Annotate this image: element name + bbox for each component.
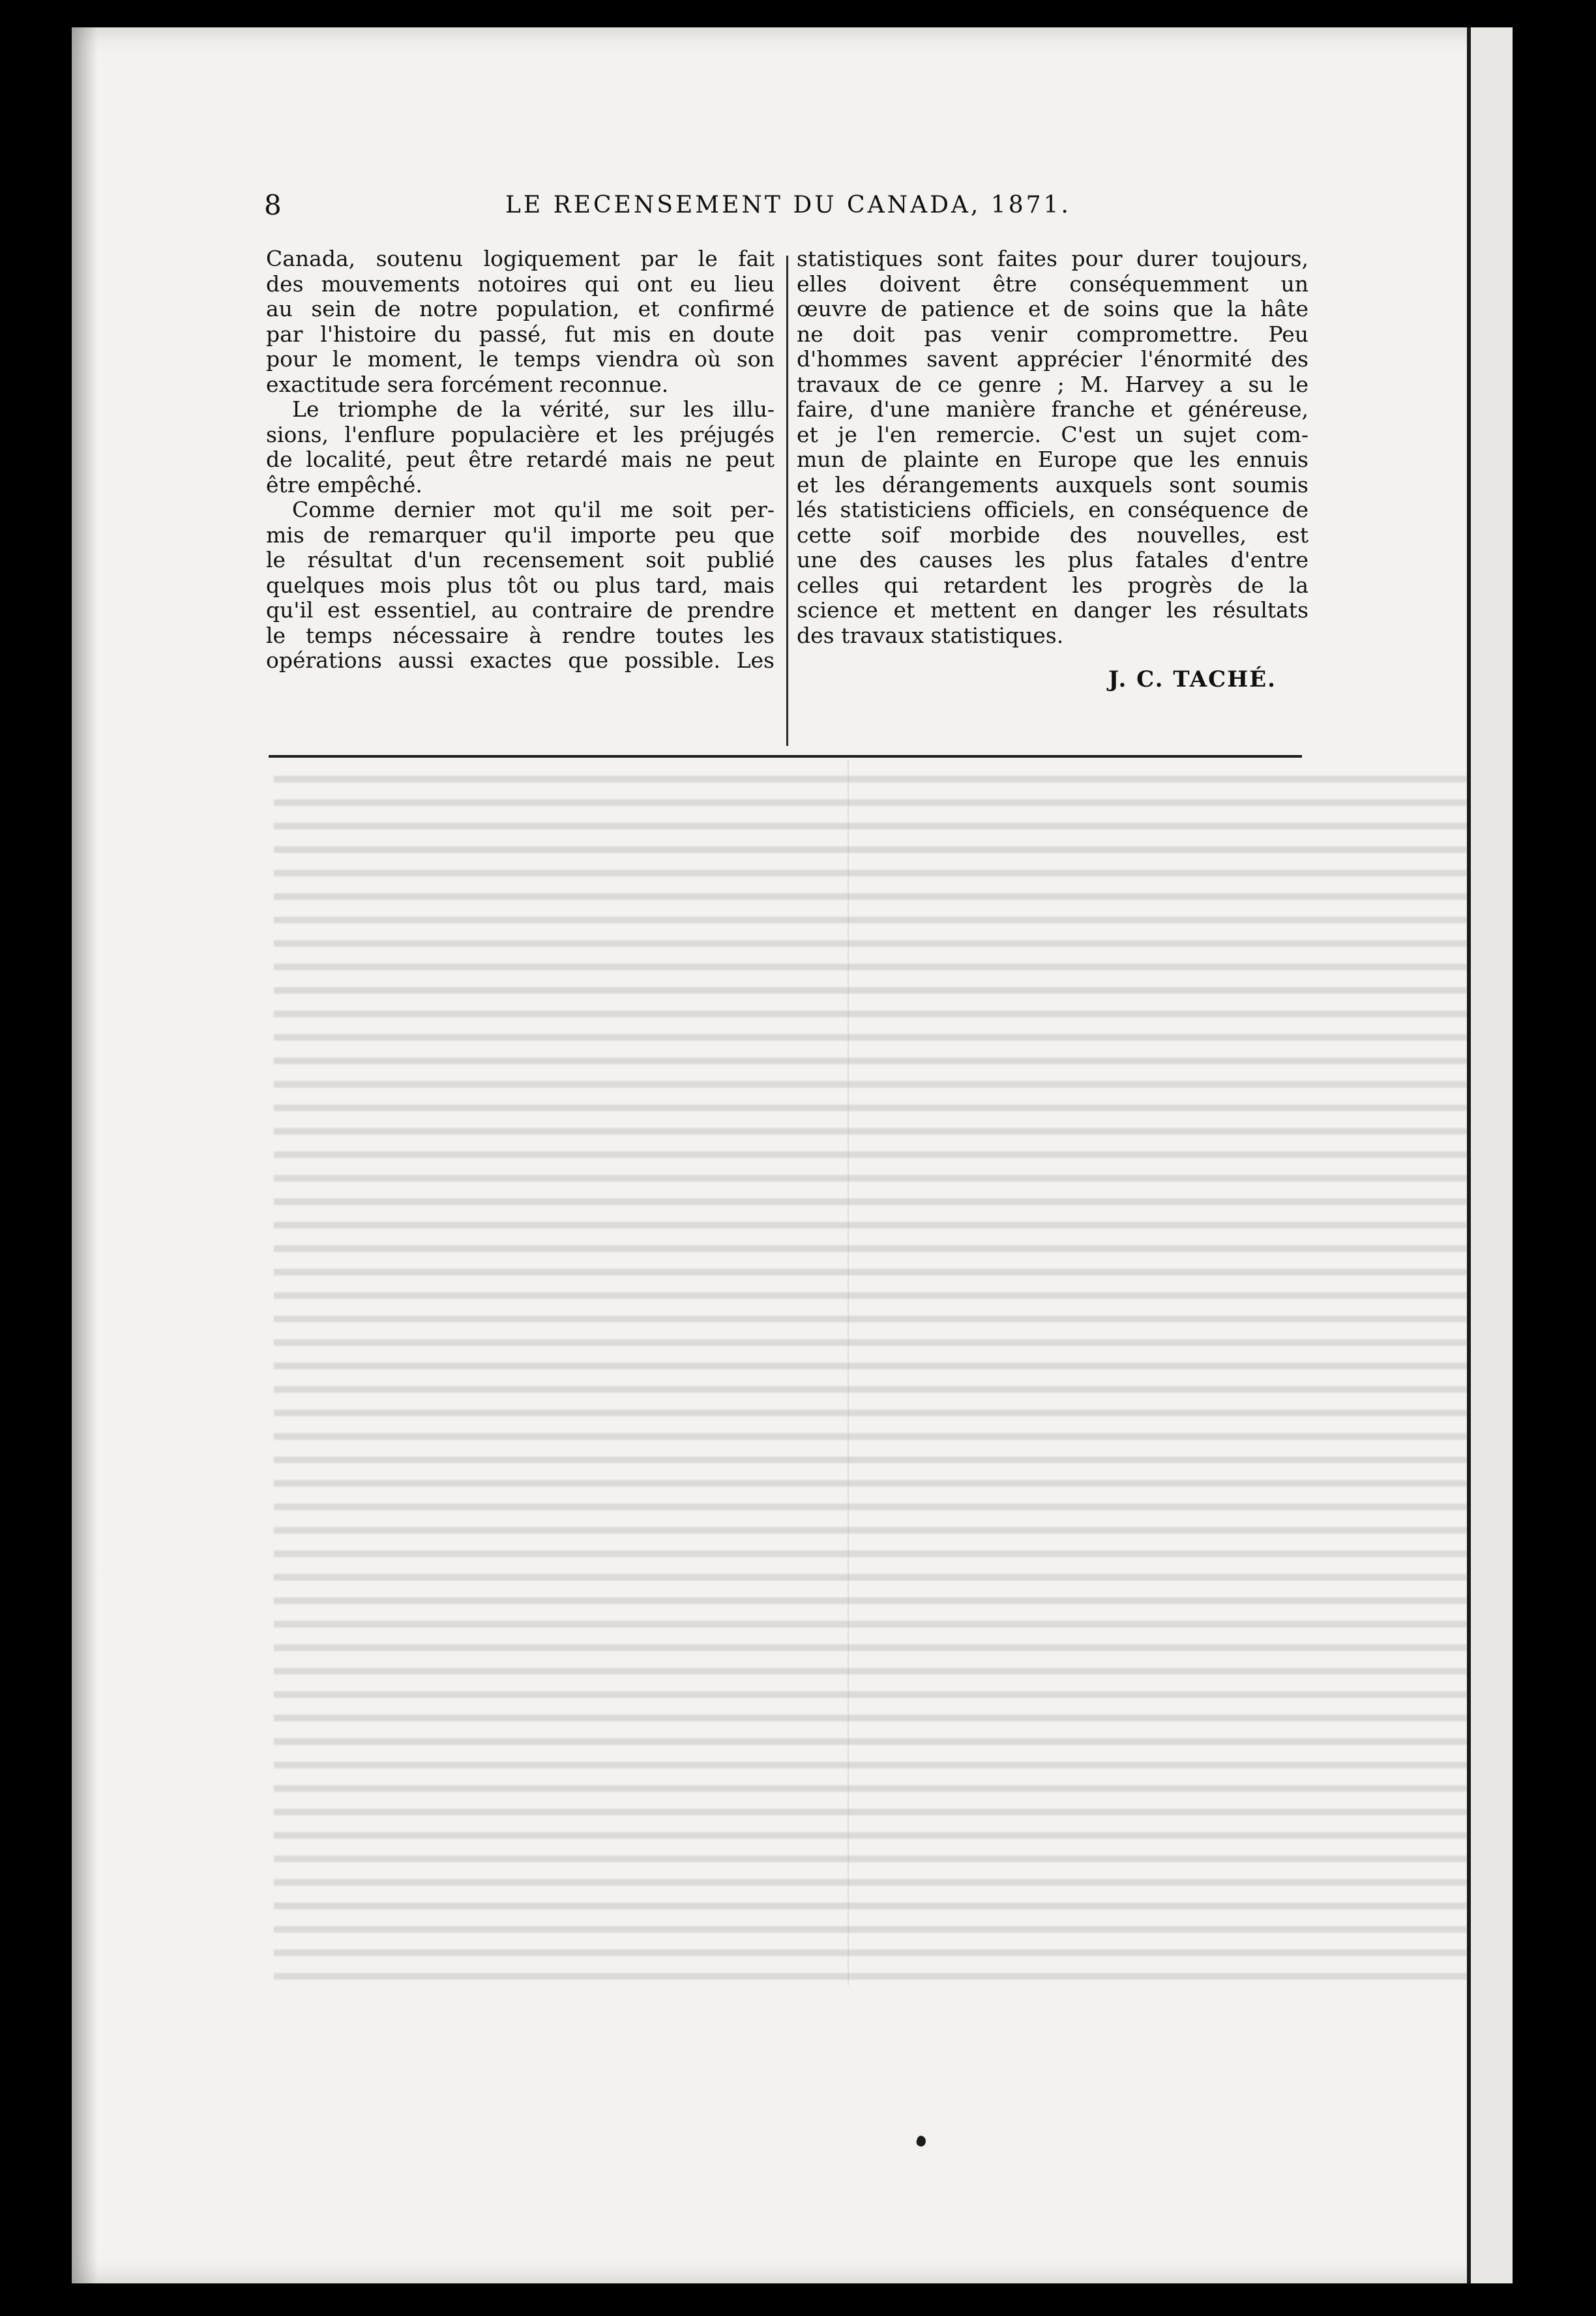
text-line: statistiques sont faites pour durer toujours, bbox=[797, 246, 1308, 271]
text-line: ne doit pas venir compromettre. Peu bbox=[797, 321, 1308, 347]
page-gutter-shadow bbox=[72, 27, 98, 2283]
text-line: être empêché. bbox=[266, 472, 422, 497]
column-divider bbox=[786, 256, 788, 746]
text-line: Canada, soutenu logiquement par le fait bbox=[266, 246, 775, 271]
right-column bbox=[797, 246, 1308, 648]
author-signature: J. C. TACHÉ. bbox=[1108, 666, 1277, 692]
text-line: et les dérangements auxquels sont soumis bbox=[797, 472, 1308, 497]
text-line: pour le moment, le temps viendra où son bbox=[266, 347, 775, 372]
section-end-rule bbox=[269, 755, 1302, 758]
page-title: LE RECENSEMENT DU CANADA, 1871. bbox=[505, 192, 1071, 218]
text-line: d'hommes savent apprécier l'énormité des bbox=[797, 347, 1308, 372]
text-line: des mouvements notoires qui ont eu lieu bbox=[266, 271, 775, 297]
text-line: œuvre de patience et de soins que la hâte bbox=[797, 297, 1308, 321]
show-through-column-rule bbox=[848, 760, 849, 1985]
text-line: le résultat d'un recensement soit publié bbox=[266, 548, 775, 572]
text-line: et je l'en remercie. C'est un sujet com- bbox=[797, 422, 1308, 447]
page-number: 8 bbox=[264, 189, 282, 221]
text-line: une des causes les plus fatales d'entre bbox=[797, 548, 1308, 572]
text-line: exactitude sera forcément reconnue. bbox=[266, 372, 669, 397]
text-line: Le triomphe de la vérité, sur les illu- bbox=[292, 397, 775, 422]
text-line: cette soif morbide des nouvelles, est bbox=[797, 522, 1308, 548]
text-line: sions, l'enflure populacière et les préjugés bbox=[266, 422, 775, 447]
text-line: au sein de notre population, et confirmé bbox=[266, 297, 775, 321]
next-page-edge bbox=[1471, 27, 1513, 2283]
text-line: mis de remarquer qu'il importe peu que bbox=[266, 522, 775, 548]
text-line: science et mettent en danger les résultats bbox=[797, 598, 1308, 623]
text-line: faire, d'une manière franche et généreuse, bbox=[797, 397, 1308, 422]
text-line: Comme dernier mot qu'il me soit per- bbox=[292, 497, 775, 522]
text-line: des travaux statistiques. bbox=[797, 623, 1064, 648]
page-edge-line bbox=[1467, 27, 1471, 2283]
text-line: opérations aussi exactes que possible. Les bbox=[266, 648, 775, 673]
text-line: qu'il est essentiel, au contraire de prendre bbox=[266, 598, 775, 623]
text-line: mun de plainte en Europe que les ennuis bbox=[797, 447, 1308, 472]
text-line: travaux de ce genre ; M. Harvey a su le bbox=[797, 372, 1308, 397]
running-head bbox=[264, 188, 1333, 227]
show-through-text bbox=[274, 763, 1467, 1989]
text-line: elles doivent être conséquemment un bbox=[797, 271, 1308, 297]
left-column bbox=[266, 246, 775, 674]
text-line: de localité, peut être retardé mais ne peut bbox=[266, 447, 775, 472]
text-line: quelques mois plus tôt ou plus tard, mais bbox=[266, 572, 775, 598]
text-line: celles qui retardent les progrès de la bbox=[797, 572, 1308, 598]
text-line: le temps nécessaire à rendre toutes les bbox=[266, 623, 775, 648]
text-line: par l'histoire du passé, fut mis en doute bbox=[266, 321, 775, 347]
text-line: lés statisticiens officiels, en conséquence de bbox=[797, 497, 1308, 522]
